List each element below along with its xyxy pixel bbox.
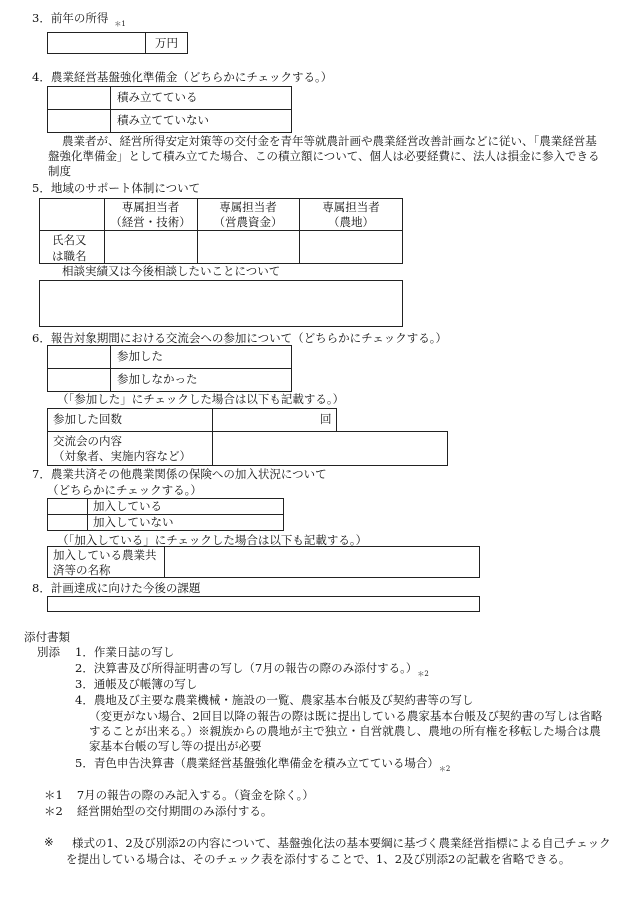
note-1: ＊1 7月の報告の際のみ記入する。（資金を除く。） (44, 788, 314, 802)
attachment-item-1: 1．作業日誌の写し (75, 645, 175, 659)
support-land-name-field[interactable] (301, 232, 401, 262)
insurance-yes-label: 加入している (93, 499, 162, 513)
attachment-item-2: 2．決算書及び所得証明書の写し（7月の報告の際のみ添付する。）$_{*2}$ (75, 661, 429, 678)
exchange-no-checkbox[interactable] (52, 370, 106, 389)
support-tech-name-field[interactable] (106, 232, 195, 262)
support-col-land: 専属担当者 （農地） (322, 200, 380, 229)
attachment-item-4-note: （変更がない場合、2回目以降の報告の際は既に提出している農家基本台帳及び契約書の写しは省略することが出来る。）※親族からの農地が主で独立・自営就農し、農地の所有権を移転した場合は農家基本台帳の写し等の提出が必要 (89, 709, 603, 753)
exchange-count-label: 参加した回数 (53, 412, 122, 426)
insurance-no-label: 加入していない (93, 515, 174, 529)
insurance-name-label: 加入している農業共 済等の名称 (53, 548, 157, 577)
support-finance-name-field[interactable] (199, 232, 297, 262)
section-6-heading: 6．報告対象期間における交流会への参加について（どちらかにチェックする。） (32, 331, 447, 345)
exchange-condition-note: （「参加した」にチェックした場合は以下も記載する。） (57, 392, 345, 406)
note-3: 様式の1、2及び別添2の内容について、基盤強化法の基本要綱に基づく農業経営指標による自己チェックを提出している場合は、そのチェック表を添付することで、1、2及び別添2の記載を省略できる。 (66, 836, 611, 866)
attachment-item-3: 3．通帳及び帳簿の写し (75, 677, 198, 691)
section-4-heading: 4．農業経営基盤強化準備金（どちらかにチェックする。） (32, 70, 333, 84)
attachment-item-5: 5．青色申告決算書（農業経営基盤強化準備金を積み立てている場合）$_{*2}$ (75, 756, 451, 773)
support-col-finance: 専属担当者 （営農資金） (213, 200, 283, 229)
attachments-label: 別添 (37, 645, 60, 659)
exchange-count-field[interactable] (214, 410, 318, 430)
reserve-no-label: 積み立てていない (117, 113, 209, 127)
reserve-yes-label: 積み立てている (117, 90, 198, 104)
section-7-heading: 7．農業共済その他農業関係の保険への加入状況について (32, 467, 327, 481)
insurance-name-field[interactable] (166, 548, 478, 576)
section-8-heading: 8．計画達成に向けた今後の課題 (32, 581, 201, 595)
exchange-count-unit: 回 (320, 412, 332, 426)
insurance-condition-note: （「加入している」にチェックした場合は以下も記載する。） (57, 533, 368, 547)
reserve-no-checkbox[interactable] (52, 111, 106, 130)
exchange-yes-checkbox[interactable] (52, 347, 106, 366)
exchange-content-field[interactable] (214, 433, 446, 464)
reserve-yes-checkbox[interactable] (52, 88, 106, 107)
exchange-yes-label: 参加した (117, 349, 163, 363)
insurance-no-checkbox[interactable] (50, 516, 84, 529)
income-unit: 万円 (155, 36, 178, 50)
consult-label: 相談実績又は今後相談したいことについて (62, 264, 281, 278)
attachment-item-4: 4．農地及び主要な農業機械・施設の一覧、農家基本台帳及び契約書等の写し (75, 693, 474, 707)
section-3-heading: 3．前年の所得 $_{*1}$ (32, 11, 126, 28)
future-issues-field[interactable] (47, 596, 480, 612)
consult-field[interactable] (39, 280, 403, 327)
section-7-subheading: （どちらかにチェックする。） (47, 483, 202, 497)
exchange-no-label: 参加しなかった (117, 372, 198, 386)
exchange-content-label: 交流会の内容 （対象者、実施内容など） (53, 434, 191, 463)
note-3-mark: ※ (44, 835, 54, 849)
reserve-description: 農業者が、経営所得安定対策等の交付金を青年等就農計画や農業経営改善計画などに従い、「農業経営基盤強化準備金」として積み立てた場合、この積立額について、個人は必要経費に、法人は損金に参入できる制度 (48, 134, 600, 178)
insurance-yes-checkbox[interactable] (50, 500, 84, 512)
attachments-title: 添付書類 (24, 630, 70, 644)
note-2: ＊2 経営開始型の交付期間のみ添付する。 (44, 804, 273, 818)
support-col-tech: 専属担当者 （経営・技術） (110, 200, 191, 229)
section-5-heading: 5．地域のサポート体制について (32, 181, 201, 195)
support-row-label: 氏名又 は職名 (52, 233, 87, 263)
